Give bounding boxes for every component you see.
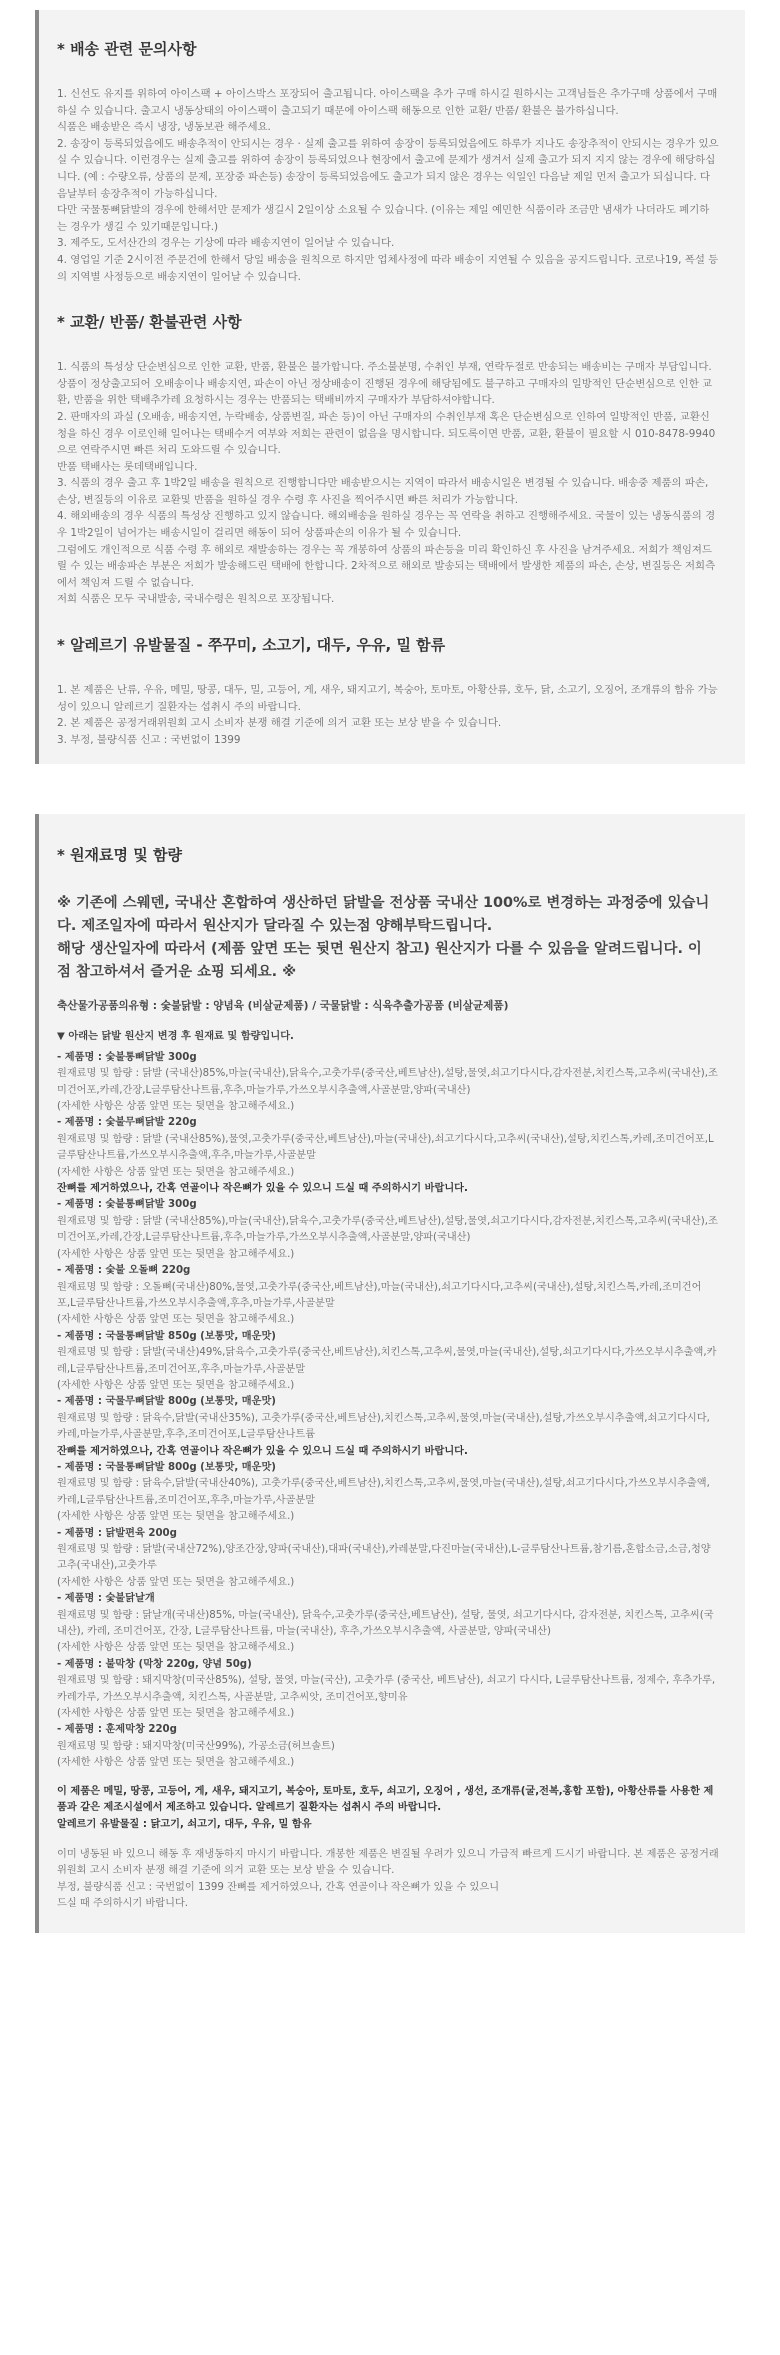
shipping-line: 2. 송장이 등록되었음에도 배송추적이 안되시는 경우 · 실제 출고를 위하여 송장이 등록되었음에도 하루가 지나도 송장추적이 안되시는 경우가 있으실 수 있습니다. 이런경우는 실제 출고를 위하여 송장이 등록되었으나 현장에서 출고에 문제가 생겨서 실제 출고가 되지 지지 않는 경우에 해당하십니다. (예 : 수량오류, 상품의 문제, 포장중 파손등) 송장이 등록되었음에도 출고가 되지 않은 경우는 익일인 다음날 제일 먼저 출고가 되십니다. 다음날부터 송장추적이 가능하십니다.	[57, 137, 719, 200]
product-note: (자세한 사항은 상품 앞면 또는 뒷면을 참고해주세요.)	[57, 1642, 295, 1654]
allergen-line: 1. 본 제품은 난류, 우유, 메밀, 땅콩, 대두, 밀, 고등어, 게, 새우, 돼지고기, 복숭아, 토마토, 아황산류, 호두, 닭, 소고기, 오징어, 조개류의 함유 가능성이 있으니 알레르기 질환자는 섭취시 주의 바랍니다.	[57, 684, 718, 713]
ingredient-list-head: ▼ 아래는 닭발 원산지 변경 후 원재료 및 함량입니다.	[57, 1031, 294, 1043]
exchange-body	[57, 359, 719, 608]
product-entry	[57, 1591, 719, 1657]
product-name: - 제품명 : 국물무뼈닭발 800g (보통맛, 매운맛)	[57, 1396, 276, 1408]
ingredient-list	[57, 1029, 719, 1771]
product-name: - 제품명 : 숯불통뼈닭발 300g	[57, 1199, 197, 1211]
product-ingredients: 원재료명 및 함량 : 닭발 (국내산85%),물엿,고춧가루(중국산,베트남산),마늘(국내산),쇠고기다시다,고추씨(국내산),설탕,치킨스톡,카레,조미건어포,L글루탐산나트륨,가쓰오부시추출액,후추,마늘가루,사골분말	[57, 1133, 714, 1162]
product-list	[57, 1050, 719, 1772]
product-name: - 제품명 : 숯불통뼈닭발 300g	[57, 1051, 197, 1063]
product-entry	[57, 1329, 719, 1395]
exchange-line: 그럼에도 개인적으로 식품 수령 후 해외로 재발송하는 경우는 꼭 개봉하여 상품의 파손등을 미리 확인하신 후 사진을 남겨주세요. 저희가 책임져드릴 수 있는 배송파손 부분은 저희가 발송해드린 택배에 한합니다. 2차적으로 해외로 발송되는 택배에서 발생한 제품의 파손, 손상, 변질등은 저희측에서 책임져 드릴 수 없습니다.	[57, 543, 716, 589]
allergen-title: * 알레르기 유발물질 - 쭈꾸미, 소고기, 대두, 우유, 밀 함류	[57, 636, 446, 655]
shipping-line: 식품은 배송받은 즉시 냉장, 냉동보관 해주세요.	[57, 121, 271, 134]
product-entry	[57, 1657, 719, 1723]
product-name: - 제품명 : 훈제막창 220g	[57, 1724, 177, 1736]
exchange-line: 4. 해외배송의 경우 식품의 특성상 진행하고 있지 않습니다. 해외배송을 원하실 경우는 꼭 연락을 취하고 진행해주세요. 국물이 있는 냉동식품의 경우 1박2일이 넘어가는 배송시일이 걸리면 해동이 되어 상품파손의 이유가 될 수 있습니다.	[57, 510, 716, 540]
product-name: - 제품명 : 불막창 (막창 220g, 양념 50g)	[57, 1658, 252, 1670]
exchange-line: 2. 판매자의 과실 (오배송, 배송지연, 누락배송, 상품변질, 파손 등)이 아닌 구매자의 수취인부재 혹은 단순변심으로 인하여 일방적인 반품, 교환신청을 하신 경우 이로인해 일어나는 택배수거 여부와 저희는 관련이 없음을 명시합니다. 되도록이면 반품, 교환, 환불이 필요할 시 010-8478-9940 으로 연락주시면 빠른 처리 도와드릴 수 있습니다.	[57, 410, 716, 457]
shipping-line: 1. 신선도 유지를 위하여 아이스팩 + 아이스박스 포장되어 출고됩니다. 아이스팩을 추가 구매 하시길 원하시는 고객님들은 추가구매 상품에서 구매하실 수 있습니다. 출고시 냉동상태의 아이스팩이 출고되기 때문에 아이스팩 해동으로 인한 교환/ 반품/ 환불은 불가하십니다.	[57, 88, 718, 117]
product-name: - 제품명 : 숯불 오돌뼈 220g	[57, 1265, 191, 1277]
exchange-line: 3. 식품의 경우 출고 후 1박2일 배송을 원칙으로 진행합니다만 배송받으시는 지역이 따라서 배송시일은 변경될 수 있습니다. 배송중 제품의 파손, 손상, 변질등의 이유로 교환및 반품을 원하실 경우 수령 후 사진을 찍어주시면 빠른 처리가 가능합니다.	[57, 477, 709, 506]
product-note: (자세한 사항은 상품 앞면 또는 뒷면을 참고해주세요.)	[57, 1379, 295, 1391]
product-ingredients: 원재료명 및 함량 : 닭발(국내산)49%,닭육수,고춧가루(중국산,베트남산),치킨스톡,고추씨,물엿,마늘(국내산),설탕,쇠고기다시다,가쓰오부시추출액,카레,L글루탐산나트륨,조미건어포,후추,마늘가루,사골분말	[57, 1347, 717, 1375]
exchange-line: 1. 식품의 특성상 단순변심으로 인한 교환, 반품, 환불은 불가합니다. 주소불분명, 수취인 부재, 연락두절로 반송되는 배송비는 구매자 부담입니다. 상품이 정상출고되어 오배송이나 배송지연, 파손이 아닌 정상배송이 진행된 경우에 해당됨에도 불구하고 구매자의 일방적인 단순변심으로 인한 교환, 반품을 위한 택배추가레 요청하시는 경우는 반품되는 택배비까지 구매자가 부담하셔야합니다.	[57, 361, 713, 407]
closing-line: 부정, 불량식품 신고 : 국번없이 1399 잔뼈를 제거하였으나, 간혹 연골이나 작은뼈가 있을 수 있으니	[57, 1881, 500, 1893]
product-name: - 제품명 : 숯불무뼈닭발 220g	[57, 1117, 197, 1129]
origin-notice-line: 해당 생산일자에 따라서 (제품 앞면 또는 뒷면 원산지 참고) 원산지가 다를 수 있음을 알려드립니다. 이 점 참고하셔서 즐거운 쇼핑 되세요. ※	[57, 941, 702, 981]
info-panel-top	[35, 10, 745, 764]
allergen-line: 3. 부정, 불량식품 신고 : 국번없이 1399	[57, 733, 241, 746]
exchange-title: * 교환/ 반품/ 환불관련 사항	[57, 313, 242, 332]
allergy-notice	[57, 1784, 719, 1833]
closing-notice	[57, 1847, 719, 1913]
product-note: (자세한 사항은 상품 앞면 또는 뒷면을 참고해주세요.)	[57, 1166, 295, 1178]
product-entry	[57, 1526, 719, 1592]
product-ingredients: 원재료명 및 함량 : 돼지막창(미국산85%), 설탕, 물엿, 마늘(국산), 고춧가루 (중국산, 베트남산), 쇠고기 다시다, L글루탐산나트륨, 정제수, 후추가루, 카레가루, 가쓰오부시추출액, 치킨스톡, 사골분말, 고추씨앗, 조미건어포,향미유	[57, 1675, 716, 1703]
product-name: - 제품명 : 국물통뼈닭발 850g (보통맛, 매운맛)	[57, 1330, 276, 1342]
shipping-title: * 배송 관련 문의사항	[57, 40, 197, 58]
shipping-body	[57, 86, 719, 285]
shipping-line: 4. 영업일 기준 2시이전 주문건에 한해서 당일 배송을 원칙으로 하지만 업체사정에 따라 배송이 지연될 수 있음을 공지드립니다. 코로나19, 폭설 등의 지역별 사정등으로 배송지연이 일어날 수 있습니다.	[57, 253, 719, 283]
product-ingredients: 원재료명 및 함량 : 돼지막창(미국산99%), 가공소금(허브솔트)	[57, 1740, 335, 1752]
shipping-line: 다만 국물통뼈닭발의 경우에 한해서만 문제가 생길시 2일이상 소요될 수 있습니다. (이유는 제일 예민한 식품이라 조금만 냄새가 나더라도 폐기하는 경우가 생길 수 있기때문입니다.)	[57, 204, 710, 233]
closing-line: 이미 냉동된 바 있으니 해동 후 재냉동하지 마시기 바랍니다. 개봉한 제품은 변질될 우려가 있으니 가급적 빠르게 드시기 바랍니다. 본 제품은 공정거래위원회 고시 소비자 분쟁 해결 기준에 의거 교환 또는 보상 받을 수 있습니다.	[57, 1848, 719, 1877]
product-warning: 잔뼈를 제거하였으나, 간혹 연골이나 작은뼈가 있을 수 있으니 드실 때 주의하시기 바랍니다.	[57, 1183, 468, 1195]
product-ingredients: 원재료명 및 함량 : 닭날개(국내산)85%, 마늘(국내산), 닭육수,고춧가루(중국산,베트남산), 설탕, 물엿, 쇠고기다시다, 감자전분, 치킨스톡, 고추씨(국내산), 카레, 조미건어포, 간장, L글루탐산나트륨, 마늘(국내산), 후추,가쓰오부시추출액, 사골분말, 양파(국내산)	[57, 1609, 714, 1638]
product-ingredients: 원재료명 및 함량 : 닭육수,닭발(국내산40%), 고춧가루(중국산,베트남산),치킨스톡,고추씨,물엿,마늘(국내산),설탕,쇠고기다시다,가쓰오부시추출액,카레,L글루탐산나트륨,조미건어포,후추,마늘가루,사골분말	[57, 1478, 710, 1506]
allergy-notice-text: 이 제품은 메밀, 땅콩, 고등어, 게, 새우, 돼지고기, 복숭아, 토마토, 호두, 쇠고기, 오징어 , 생선, 조개류(굴,전복,홍합 포함), 아황산류를 사용한 제품과 같은 제조시설에서 제조하고 있습니다. 알레르기 질환자는 섭취시 주의 바랍니다.	[57, 1785, 714, 1814]
product-entry	[57, 1197, 719, 1263]
exchange-line: 반품 택배사는 롯데택배입니다.	[57, 460, 198, 473]
product-type-line: 축산물가공품의유형 : 숯불닭발 : 양념육 (비살균제품) / 국물닭발 : 식육추출가공품 (비살균제품)	[57, 1000, 509, 1013]
product-entry	[57, 1263, 719, 1329]
product-name: - 제품명 : 국물통뼈닭발 800g (보통맛, 매운맛)	[57, 1461, 276, 1473]
product-ingredients: 원재료명 및 함량 : 오돌뼈(국내산)80%,물엿,고춧가루(중국산,베트남산),마늘(국내산),쇠고기다시다,고추씨(국내산),설탕,치킨스톡,카레,조미건어포,L글루탐산나트륨,가쓰오부시추출액,후추,마늘가루,사골분말	[57, 1281, 702, 1309]
product-name: - 제품명 : 숯불닭날개	[57, 1593, 155, 1605]
product-ingredients: 원재료명 및 함량 : 닭발 (국내산)85%,마늘(국내산),닭육수,고춧가루(중국산,베트남산),설탕,물엿,쇠고기다시다,감자전분,치킨스톡,고추씨(국내산),조미건어포,카레,간장,L글루탐산나트륨,후추,마늘가루,가쓰오부시추출액,사골분말,양파(국내산)	[57, 1068, 718, 1096]
info-panel-ingredients	[35, 814, 745, 1932]
product-entry	[57, 1722, 719, 1771]
product-entry	[57, 1394, 719, 1460]
product-note: (자세한 사항은 상품 앞면 또는 뒷면을 참고해주세요.)	[57, 1576, 295, 1588]
product-note: (자세한 사항은 상품 앞면 또는 뒷면을 참고해주세요.)	[57, 1757, 295, 1769]
origin-notice	[57, 892, 719, 984]
product-note: (자세한 사항은 상품 앞면 또는 뒷면을 참고해주세요.)	[57, 1314, 295, 1326]
exchange-line: 저희 식품은 모두 국내발송, 국내수령은 원칙으로 포장됩니다.	[57, 593, 335, 606]
allergen-body	[57, 682, 719, 748]
product-note: (자세한 사항은 상품 앞면 또는 뒷면을 참고해주세요.)	[57, 1248, 295, 1260]
allergen-line: 2. 본 제품은 공정거래위원회 고시 소비자 분쟁 해결 기준에 의거 교환 또는 보상 받을 수 있습니다.	[57, 717, 502, 730]
product-entry	[57, 1115, 719, 1197]
product-note: (자세한 사항은 상품 앞면 또는 뒷면을 참고해주세요.)	[57, 1708, 295, 1720]
product-note: (자세한 사항은 상품 앞면 또는 뒷면을 참고해주세요.)	[57, 1511, 295, 1523]
allergy-line: 알레르기 유발물질 : 닭고기, 쇠고기, 대두, 우유, 밀 함유	[57, 1818, 312, 1830]
product-entry	[57, 1050, 719, 1116]
product-name: - 제품명 : 닭발편육 200g	[57, 1527, 177, 1539]
ingredients-title: * 원재료명 및 함량	[57, 846, 182, 865]
product-ingredients: 원재료명 및 함량 : 닭육수,닭발(국내산35%), 고춧가루(중국산,베트남산),치킨스톡,고추씨,물엿,마늘(국내산),설탕,가쓰오부시추출액,쇠고기다시다,카레,마늘가루,사골분말,후추,조미건어포,L글루탐산나트륨	[57, 1412, 710, 1441]
shipping-line: 3. 제주도, 도서산간의 경우는 기상에 따라 배송지연이 일어날 수 있습니다.	[57, 237, 395, 250]
product-warning: 잔뼈를 제거하였으나, 간혹 연골이나 작은뼈가 있을 수 있으니 드실 때 주의하시기 바랍니다.	[57, 1445, 468, 1457]
product-ingredients: 원재료명 및 함량 : 닭발(국내산72%),양조간장,양파(국내산),대파(국내산),카레분말,다진마늘(국내산),L-글루탐산나트륨,참기름,혼합소금,소금,청양고추(국내산),고춧가루	[57, 1544, 711, 1572]
closing-line: 드실 때 주의하시기 바랍니다.	[57, 1898, 189, 1910]
product-ingredients: 원재료명 및 함량 : 닭발 (국내산85%),마늘(국내산),닭육수,고춧가루(중국산,베트남산),설탕,물엿,쇠고기다시다,감자전분,치킨스톡,고추씨(국내산),조미건어포,카레,간장,L글루탐산나트륨,후추,마늘가루,가쓰오부시추출액,사골분말,양파(국내산)	[57, 1215, 718, 1244]
product-note: (자세한 사항은 상품 앞면 또는 뒷면을 참고해주세요.)	[57, 1101, 295, 1113]
product-entry	[57, 1460, 719, 1526]
origin-notice-line: ※ 기존에 스웨덴, 국내산 혼합하여 생산하던 닭발을 전상품 국내산 100%로 변경하는 과정중에 있습니다. 제조일자에 따라서 원산지가 달라질 수 있는점 양해부탁드립니다.	[57, 895, 710, 935]
